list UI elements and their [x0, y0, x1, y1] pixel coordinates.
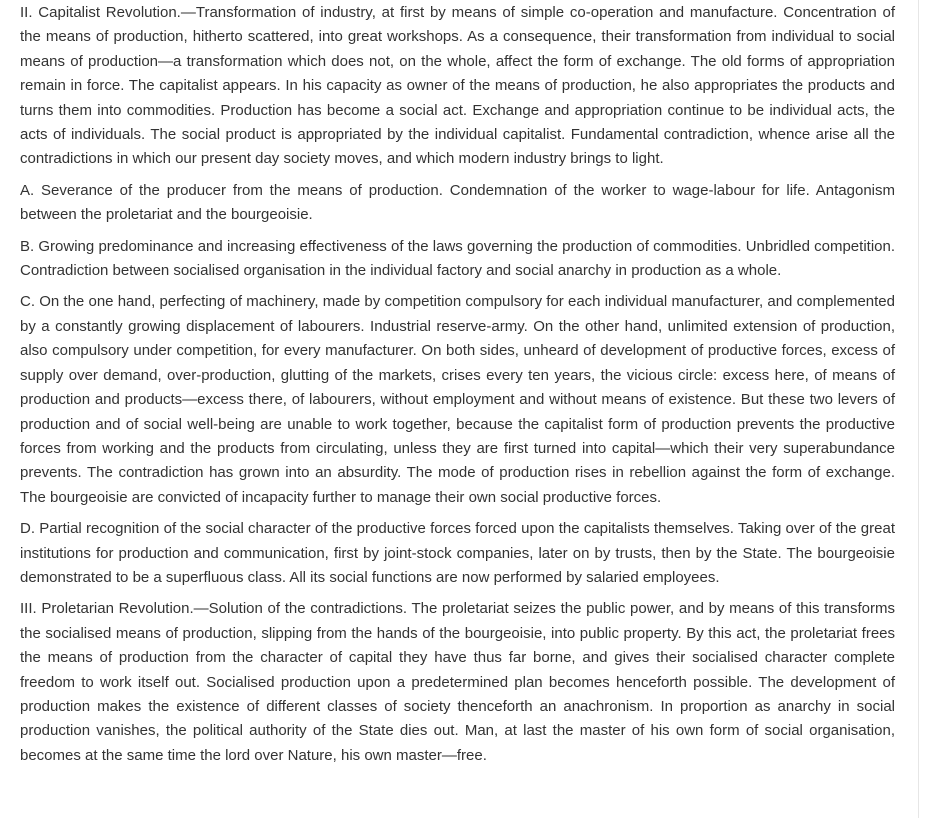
paragraph-capitalist-revolution: II. Capitalist Revolution.—Transformation of industry, at first by means of simple co-operation and manufacture. Concentration of the means of production, hitherto scattered, into great workshops. As a consequence, their transformation from individual to social means of production—a transformation which does not, on the whole, affect the form of exchange. The old forms of appropriation remain in force. The capitalist appears. In his capacity as owner of the means of production, he also appropriates the products and turns them into commodities. Production has become a social act. Exchange and appropriation continue to be individual acts, the acts of individuals. The social product is appropriated by the individual capitalist. Fundamental contradiction, whence arise all the contradictions in which our present day society moves, and which modern industry brings to light.: [20, 4, 895, 168]
paragraph-point-c: C. On the one hand, perfecting of machinery, made by competition compulsory for each individual manufacturer, and complemented by a constantly growing displacement of labourers. Industrial reserve-army. On the other hand, unlimited extension of production, also compulsory under competition, for every manufacturer. On both sides, unheard of development of productive forces, excess of supply over demand, over-production, glutting of the markets, crises every ten years, the vicious circle: excess here, of means of production and products—excess there, of labourers, without employment and without means of existence. But these two levers of production and of social well-being are unable to work together, because the capitalist form of production prevents the productive forces from working and the products from circulating, unless they are first turned into capital—which their very superabundance prevents. The contradiction has grown into an absurdity. The mode of production rises in rebellion against the form of exchange. The bourgeoisie are convicted of incapacity further to manage their own social productive forces.: [20, 293, 895, 506]
scrollbar-edge[interactable]: [918, 0, 919, 818]
article-body: [20, 0, 895, 775]
paragraph-proletarian-revolution: III. Proletarian Revolution.—Solution of the contradictions. The proletariat seizes the public power, and by means of this transforms the socialised means of production, slipping from the hands of the bourgeoisie, into public property. By this act, the proletariat frees the means of production from the character of capital they have thus far borne, and gives their socialised character complete freedom to work itself out. Socialised production upon a predetermined plan becomes henceforth possible. The development of production makes the existence of different classes of society thenceforth an anachronism. In proportion as anarchy in social production vanishes, the political authority of the State dies out. Man, at last the master of his own form of social organisation, becomes at the same time the lord over Nature, his own master—free.: [20, 600, 895, 764]
paragraph-point-b: B. Growing predominance and increasing effectiveness of the laws governing the production of commodities. Unbridled competition. Contradiction between socialised organisation in the individual factory and social anarchy in production as a whole.: [20, 237, 895, 280]
paragraph-point-a: A. Severance of the producer from the means of production. Condemnation of the worker to wage-labour for life. Antagonism between the proletariat and the bourgeoisie.: [20, 181, 895, 224]
paragraph-point-d: D. Partial recognition of the social character of the productive forces forced upon the capitalists themselves. Taking over of the great institutions for production and communication, first by joint-stock companies, later on by trusts, then by the State. The bourgeoisie demonstrated to be a superfluous class. All its social functions are now performed by salaried employees.: [20, 520, 895, 586]
